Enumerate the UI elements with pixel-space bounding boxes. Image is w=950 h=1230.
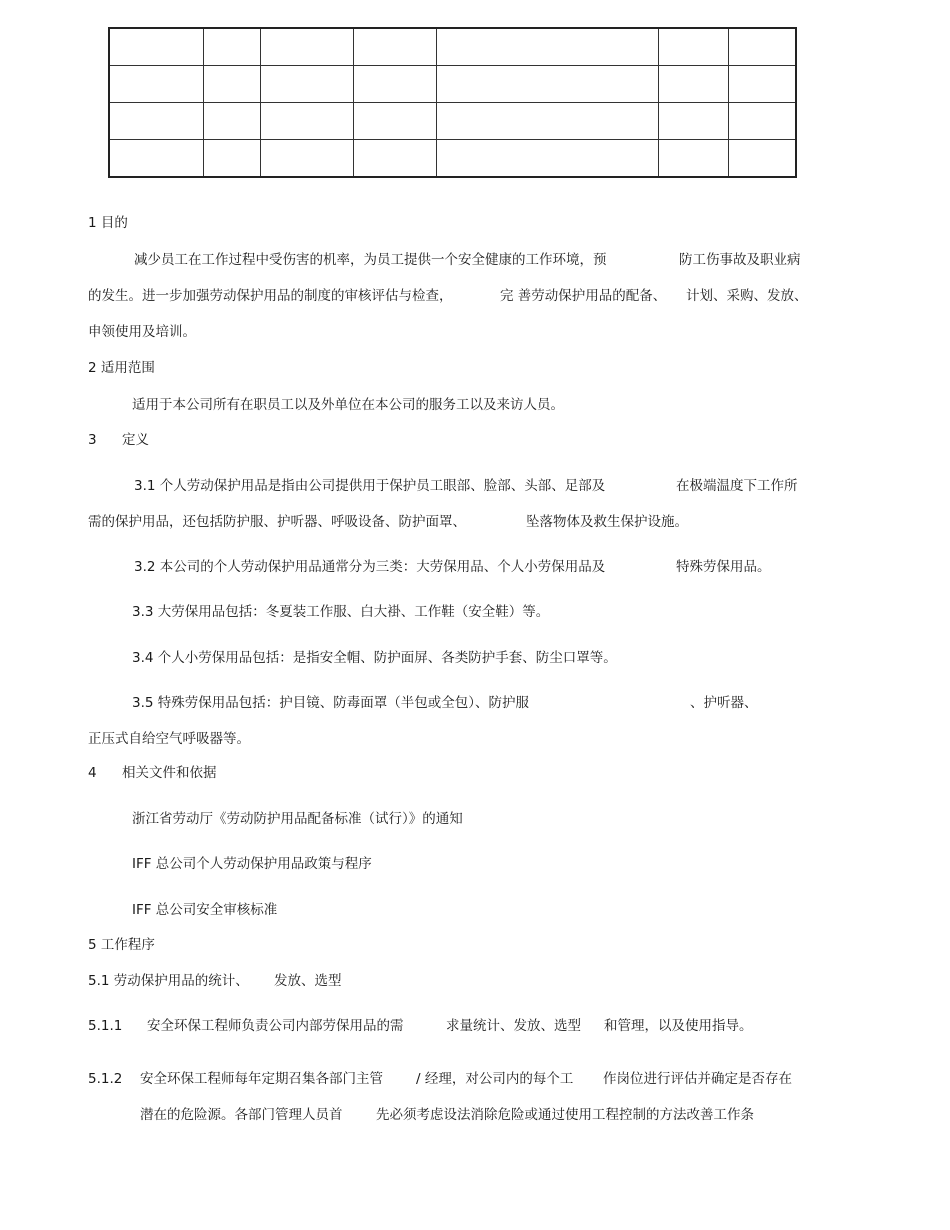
paragraph-line: 、护听器、 — [690, 695, 758, 711]
paragraph-line: 正压式自给空气呼吸器等。 — [88, 731, 250, 747]
section-heading: 2 适用范围 — [88, 360, 155, 376]
table-row — [109, 66, 796, 103]
paragraph-line: 安全环保工程师每年定期召集各部门主管 — [140, 1071, 383, 1087]
paragraph-line: 3.5 特殊劳保用品包括：护目镜、防毒面罩（半包或全包）、防护服 — [132, 695, 530, 711]
paragraph-line: 3.3 大劳保用品包括：冬夏装工作服、白大褂、工作鞋（安全鞋）等。 — [132, 604, 550, 620]
table-row — [109, 28, 796, 66]
paragraph-line: / 经理，对公司内的每个工 — [416, 1071, 574, 1087]
paragraph-line: 先必须考虑设法消除危险或通过使用工程控制的方法改善工作条 — [376, 1107, 754, 1123]
table-cell — [260, 28, 353, 66]
paragraph-line: 特殊劳保用品。 — [676, 559, 771, 575]
item-number: 5.1.1 — [88, 1018, 123, 1034]
paragraph-line: 完 善劳动保护用品的配备、 — [500, 288, 667, 304]
reference-item: IFF 总公司个人劳动保护用品政策与程序 — [132, 856, 372, 872]
paragraph-line: 作岗位进行评估并确定是否存在 — [603, 1071, 792, 1087]
table-cell — [260, 103, 353, 140]
section-heading: 相关文件和依据 — [122, 765, 217, 781]
reference-item: 浙江省劳动厅《劳动防护用品配备标准（试行）》的通知 — [132, 811, 463, 827]
subsection-heading: 发放、选型 — [274, 973, 342, 989]
paragraph-line: 防工伤事故及职业病 — [679, 252, 801, 268]
table-cell — [353, 140, 436, 178]
table-row — [109, 103, 796, 140]
table-cell — [728, 140, 796, 178]
table-cell — [203, 66, 260, 103]
section-number: 3 — [88, 432, 97, 448]
paragraph-line: 3.2 本公司的个人劳动保护用品通常分为三类：大劳保用品、个人小劳保用品及 — [134, 559, 606, 575]
table-cell — [109, 140, 203, 178]
paragraph-line: 求量统计、发放、选型 — [446, 1018, 581, 1034]
table-cell — [353, 28, 436, 66]
table-cell — [109, 66, 203, 103]
table-row — [109, 140, 796, 178]
table-cell — [260, 66, 353, 103]
section-number: 4 — [88, 765, 97, 781]
table-cell — [728, 103, 796, 140]
paragraph-line: 减少员工在工作过程中受伤害的机率，为员工提供一个安全健康的工作环境，预 — [134, 252, 607, 268]
table-cell — [436, 28, 658, 66]
table-cell — [203, 28, 260, 66]
table-cell — [353, 103, 436, 140]
paragraph-line: 计划、采购、发放、 — [686, 288, 808, 304]
table-cell — [109, 103, 203, 140]
header-table — [108, 27, 797, 178]
section-heading: 定义 — [122, 432, 149, 448]
paragraph-line: 在极端温度下工作所 — [676, 478, 798, 494]
table-cell — [109, 28, 203, 66]
table-cell — [203, 140, 260, 178]
paragraph-line: 3.4 个人小劳保用品包括：是指安全帽、防护面屏、各类防护手套、防尘口罩等。 — [132, 650, 617, 666]
table-cell — [436, 103, 658, 140]
paragraph-line: 需的保护用品，还包括防护服、护听器、呼吸设备、防护面罩、 — [88, 514, 466, 530]
table-cell — [436, 140, 658, 178]
subsection-heading: 5.1 劳动保护用品的统计、 — [88, 973, 249, 989]
table-cell — [260, 140, 353, 178]
paragraph-line: 申领使用及培训。 — [88, 324, 196, 340]
paragraph-line: 和管理，以及使用指导。 — [604, 1018, 753, 1034]
table-cell — [658, 103, 728, 140]
reference-item: IFF 总公司安全审核标准 — [132, 902, 278, 918]
section-heading: 1 目的 — [88, 215, 128, 231]
paragraph-line: 适用于本公司所有在职员工以及外单位在本公司的服务工以及来访人员。 — [132, 397, 564, 413]
table-cell — [658, 66, 728, 103]
table-cell — [353, 66, 436, 103]
table-cell — [728, 66, 796, 103]
table-cell — [203, 103, 260, 140]
table-cell — [728, 28, 796, 66]
table-cell — [658, 28, 728, 66]
paragraph-line: 的发生。进一步加强劳动保护用品的制度的审核评估与检查， — [88, 288, 453, 304]
table-cell — [658, 140, 728, 178]
paragraph-line: 3.1 个人劳动保护用品是指由公司提供用于保护员工眼部、脸部、头部、足部及 — [134, 478, 606, 494]
item-number: 5.1.2 — [88, 1071, 123, 1087]
table-cell — [436, 66, 658, 103]
paragraph-line: 坠落物体及救生保护设施。 — [526, 514, 688, 530]
section-heading: 5 工作程序 — [88, 937, 155, 953]
paragraph-line: 安全环保工程师负责公司内部劳保用品的需 — [147, 1018, 404, 1034]
paragraph-line: 潜在的危险源。各部门管理人员首 — [140, 1107, 343, 1123]
